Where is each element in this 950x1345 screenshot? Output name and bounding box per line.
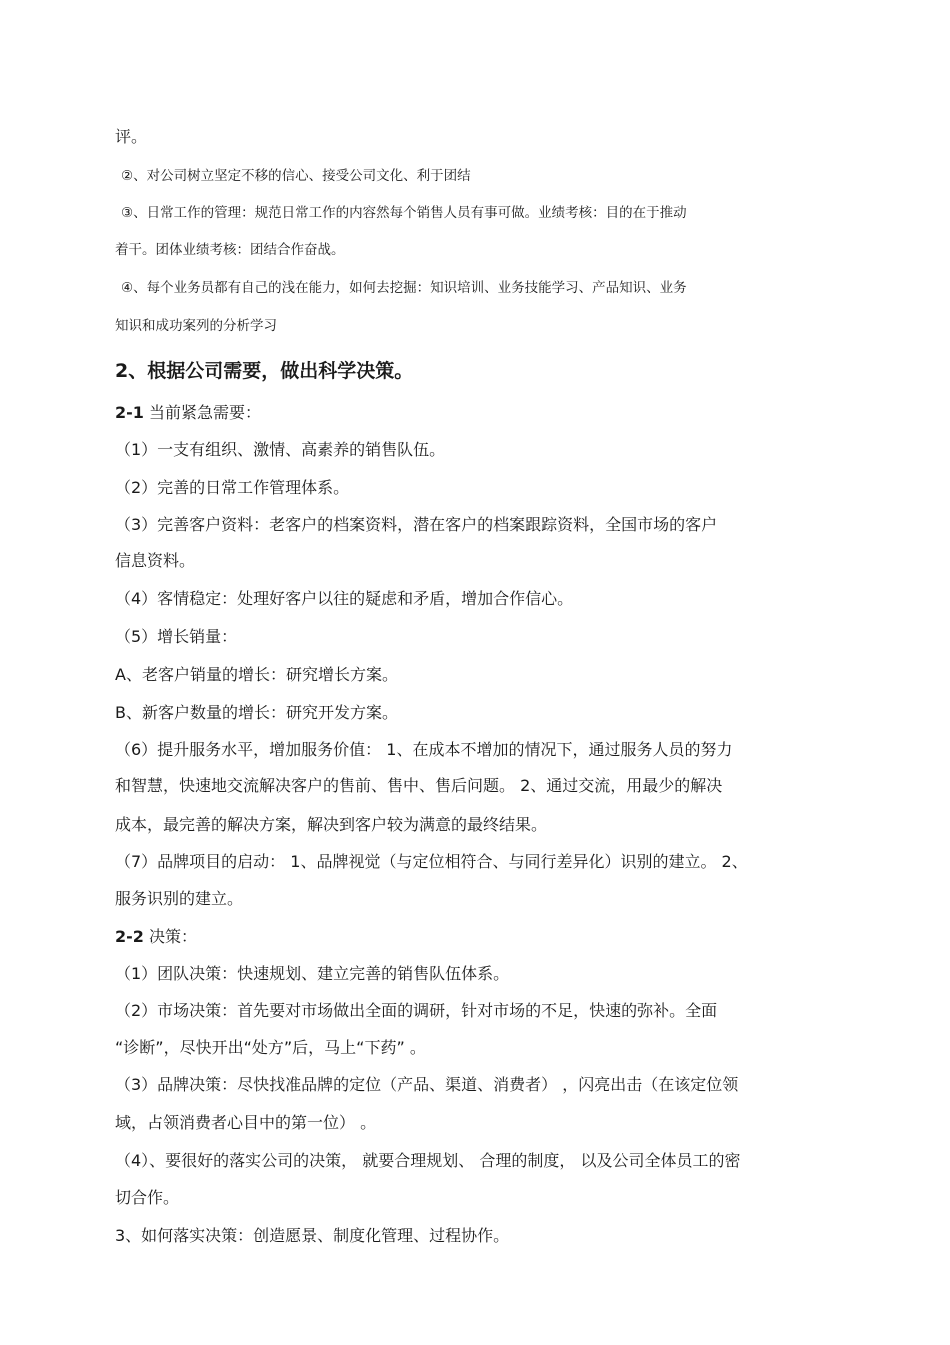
subsection-title: 决策： — [149, 927, 198, 946]
paragraph-line: （2）市场决策：首先要对市场做出全面的调研，针对市场的不足，快速的弥补。全面 — [115, 1001, 718, 1020]
subsection-number: 2-2 — [115, 927, 144, 946]
paragraph-line: 服务识别的建立。 — [115, 889, 244, 908]
paragraph-line: （4）、要很好的落实公司的决策， 就要合理规划、 合理的制度， 以及公司全体员工的密 — [115, 1151, 741, 1170]
paragraph-line: 和智慧，快速地交流解决客户的售前、售中、售后问题。 2、通过交流，用最少的解决 — [115, 776, 723, 795]
paragraph-line: 切合作。 — [115, 1188, 180, 1207]
paragraph-line: B、新客户数量的增长：研究开发方案。 — [115, 703, 398, 722]
paragraph-line: （2）完善的日常工作管理体系。 — [115, 478, 350, 497]
section-heading: 2、根据公司需要，做出科学决策。 — [115, 360, 414, 382]
paragraph-line: ③、日常工作的管理：规范日常工作的内容然每个销售人员有事可做。业绩考核：目的在于推动 — [121, 205, 687, 221]
paragraph-line: 着干。团体业绩考核：团结合作奋战。 — [115, 242, 345, 258]
paragraph-line: 知识和成功案列的分析学习 — [115, 318, 277, 334]
paragraph-line: “诊断”，尽快开出“处方”后，马上“下药” 。 — [115, 1038, 426, 1057]
subsection-number: 2-1 — [115, 403, 144, 422]
paragraph-line: （5）增长销量： — [115, 627, 238, 646]
paragraph-line: （1）团队决策：快速规划、建立完善的销售队伍体系。 — [115, 964, 510, 983]
paragraph-line: 域，占领消费者心目中的第一位） 。 — [115, 1113, 377, 1132]
paragraph-line: A、老客户销量的增长：研究增长方案。 — [115, 665, 398, 684]
subsection-title: 当前紧急需要： — [149, 403, 262, 422]
paragraph-line: 3、如何落实决策：创造愿景、制度化管理、过程协作。 — [115, 1226, 510, 1245]
subsection-heading — [115, 924, 197, 947]
paragraph-line: 成本，最完善的解决方案，解决到客户较为满意的最终结果。 — [115, 815, 548, 834]
paragraph-line: 信息资料。 — [115, 551, 196, 570]
paragraph-line: ④、每个业务员都有自己的浅在能力，如何去挖掘：知识培训、业务技能学习、产品知识、业务 — [121, 280, 687, 296]
subsection-heading — [115, 400, 261, 423]
paragraph-line: （4）客情稳定：处理好客户以往的疑虑和矛盾，增加合作信心。 — [115, 589, 574, 608]
paragraph-line: （3）品牌决策：尽快找准品牌的定位（产品、渠道、消费者） ，闪亮出击（在该定位领 — [115, 1075, 739, 1094]
paragraph-line: （7）品牌项目的启动： 1、品牌视觉（与定位相符合、与同行差异化）识别的建立。 2、 — [115, 852, 748, 871]
paragraph-line: （1）一支有组织、激情、高素养的销售队伍。 — [115, 440, 446, 459]
paragraph-line: （6）提升服务水平，增加服务价值： 1、在成本不增加的情况下，通过服务人员的努力 — [115, 740, 733, 759]
paragraph-line: ②、对公司树立坚定不移的信心、接受公司文化、利于团结 — [121, 168, 471, 184]
paragraph-line: 评。 — [115, 127, 148, 146]
paragraph-line: （3）完善客户资料：老客户的档案资料，潜在客户的档案跟踪资料，全国市场的客户 — [115, 515, 718, 534]
